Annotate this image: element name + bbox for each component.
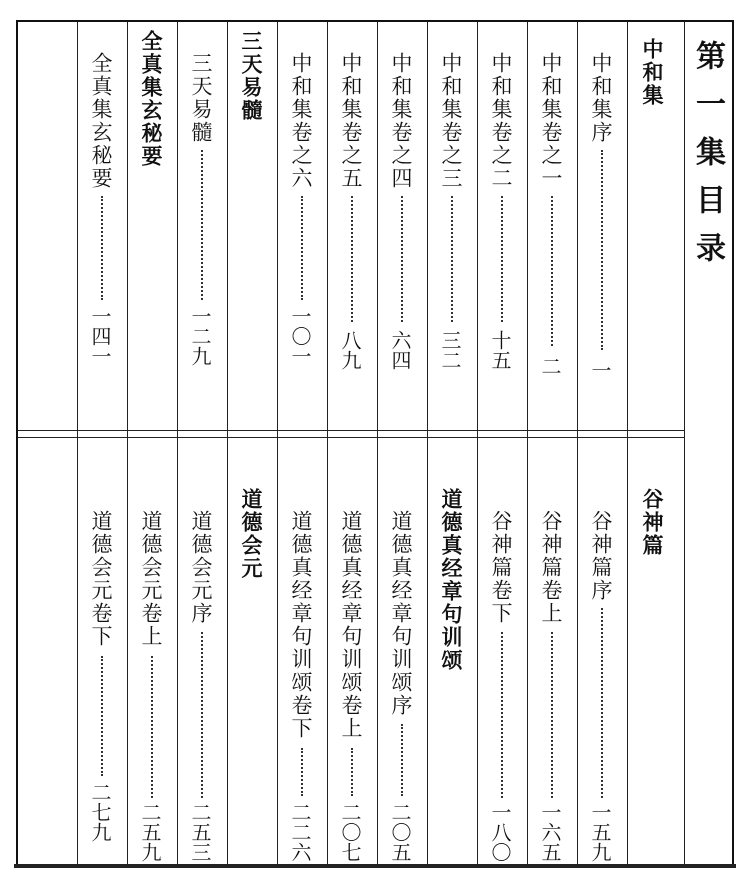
toc-entry-label: 道德真经章句训颂卷下	[289, 510, 313, 740]
column-rule	[477, 22, 478, 864]
toc-page-number: 一五九	[588, 802, 612, 862]
toc-entry-label: 道德会元卷上	[139, 510, 163, 648]
toc-entry-label: 中和集序	[589, 52, 613, 144]
toc-entry-label: 道德真经章句训颂序	[389, 510, 413, 717]
dot-leader	[601, 150, 603, 350]
heading-daode-huiyuan: 道德会元	[239, 488, 263, 580]
dot-leader	[351, 748, 353, 796]
heading-gushen-pian: 谷神篇	[640, 488, 664, 557]
column-rule	[127, 22, 128, 864]
column-rule	[377, 22, 378, 864]
toc-page-number: 一四一	[88, 306, 112, 366]
toc-entry-label: 谷神篇卷下	[489, 510, 513, 625]
heading-quanzhen-ji: 全真集玄秘要	[139, 30, 163, 168]
toc-page-number: 八九	[338, 330, 362, 370]
toc-page-number: 二〇五	[388, 802, 412, 862]
toc-entry-label: 谷神篇序	[589, 510, 613, 602]
toc-entry-label: 谷神篇卷上	[539, 510, 563, 625]
dot-leader	[301, 196, 303, 300]
dot-leader	[151, 656, 153, 798]
column-rule	[77, 22, 78, 864]
heading-zhonghe-ji: 中和集	[640, 38, 664, 107]
dot-leader	[601, 608, 603, 798]
dot-leader	[501, 632, 503, 798]
toc-page-number: 一八〇	[488, 802, 512, 862]
dot-leader	[551, 196, 553, 346]
dot-leader	[201, 632, 203, 798]
column-rule	[577, 22, 578, 864]
toc-entry-label: 道德真经章句训颂卷上	[339, 510, 363, 740]
dot-leader	[101, 196, 103, 300]
toc-entry-label: 道德会元序	[189, 510, 213, 625]
dot-leader	[301, 748, 303, 796]
toc-page-number: 六四	[388, 330, 412, 370]
column-rule	[527, 22, 528, 864]
page-title: 第一集目录	[690, 40, 725, 280]
column-rule	[684, 22, 685, 864]
dot-leader	[501, 196, 503, 322]
column-rule	[227, 22, 228, 864]
toc-page-number: 一	[588, 360, 612, 380]
toc-entry-label: 中和集卷之一	[539, 52, 563, 190]
page-frame-bottom	[14, 864, 736, 868]
toc-entry-label: 道德会元卷下	[89, 510, 113, 648]
column-rule	[427, 22, 428, 864]
column-rule	[177, 22, 178, 864]
section-divider-2	[18, 437, 684, 438]
dot-leader	[451, 196, 453, 322]
toc-page-number: 二五三	[188, 802, 212, 862]
dot-leader	[201, 150, 203, 300]
column-rule	[627, 22, 628, 864]
toc-entry-label: 中和集卷之六	[289, 52, 313, 190]
toc-page-number: 二七九	[88, 782, 112, 842]
toc-page-number: 一六五	[538, 802, 562, 862]
toc-entry-label: 中和集卷之四	[389, 52, 413, 190]
toc-page-number: 一二九	[188, 306, 212, 366]
column-rule	[277, 22, 278, 864]
toc-entry-label: 全真集玄秘要	[89, 52, 113, 190]
toc-entry-label: 中和集卷之二	[489, 52, 513, 190]
toc-entry-label: 中和集卷之三	[439, 52, 463, 190]
toc-page-number: 十五	[488, 330, 512, 370]
dot-leader	[351, 196, 353, 322]
toc-page-number: 一〇一	[288, 306, 312, 366]
toc-entry-label: 三天易髓	[189, 52, 213, 144]
heading-daode-zhenjing: 道德真经章句训颂	[439, 488, 463, 672]
toc-entry-label: 中和集卷之五	[339, 52, 363, 190]
heading-santian-yisui: 三天易髓	[239, 30, 263, 122]
column-rule	[327, 22, 328, 864]
dot-leader	[551, 632, 553, 798]
toc-page-number: 三二	[438, 330, 462, 370]
toc-page-number: 二二六	[288, 802, 312, 862]
dot-leader	[401, 724, 403, 796]
toc-page-number: 二五九	[138, 802, 162, 862]
toc-page-number: 二〇七	[338, 802, 362, 862]
dot-leader	[101, 656, 103, 776]
dot-leader	[401, 196, 403, 322]
toc-page-number: 二	[538, 356, 562, 376]
section-divider	[18, 430, 684, 431]
